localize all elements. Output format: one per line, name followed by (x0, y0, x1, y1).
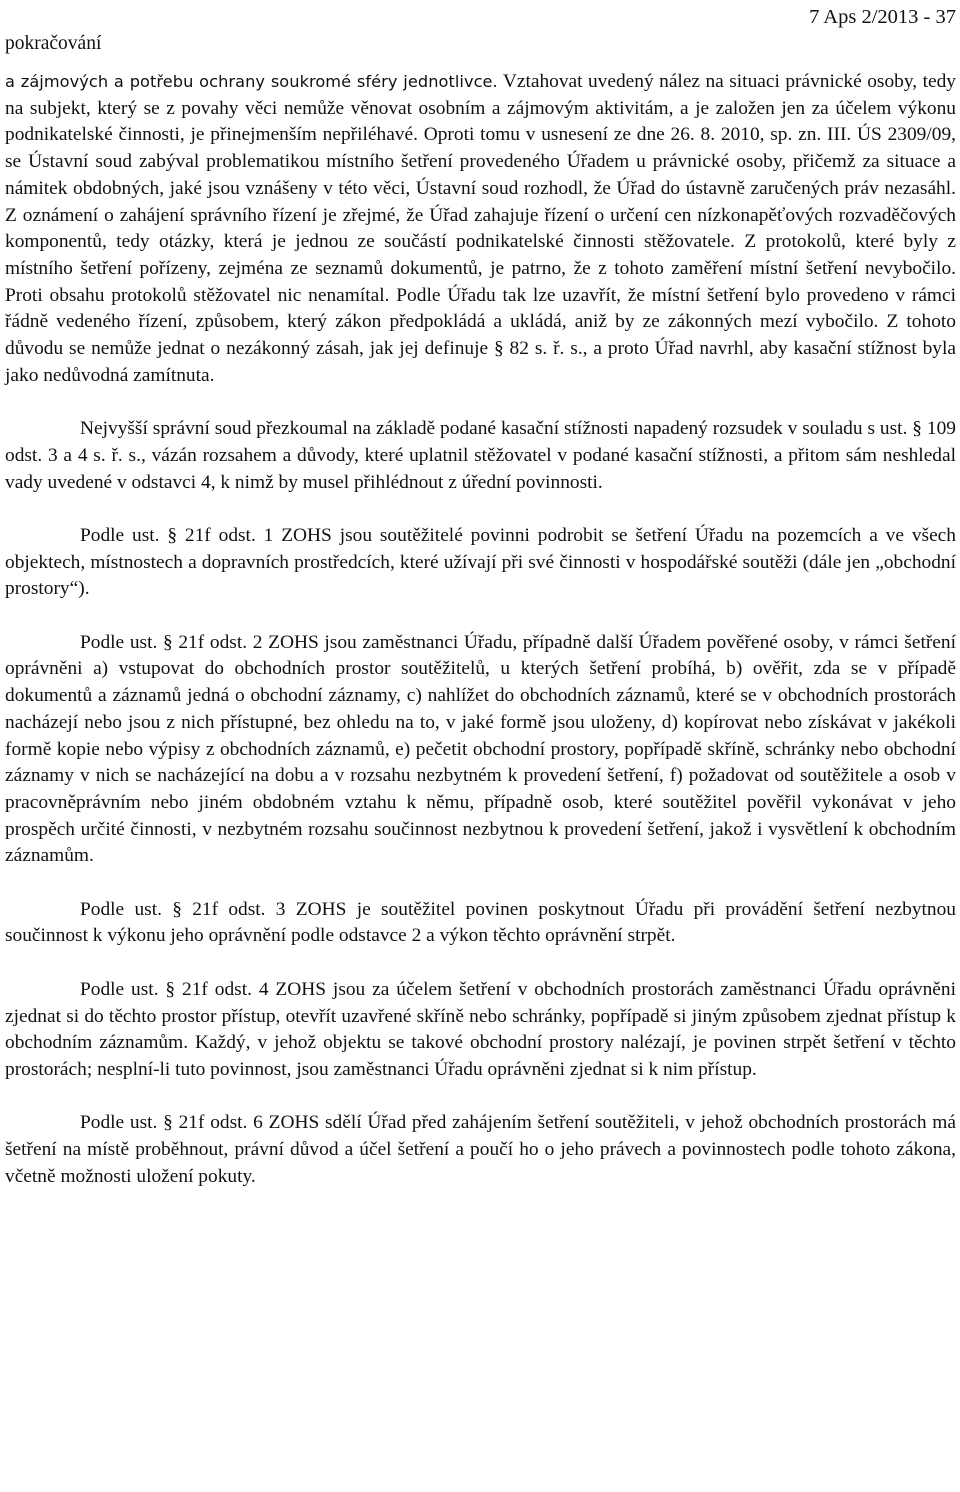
paragraph-1-sentence-4: Z oznámení o zahájení správního řízení je zřejmé, že Úřad zahajuje řízení o určení cen nízkonapěťových rozvaděčových komponentů, tedy otázky, která je jednou ze součástí podnikatelské činnosti stěžovatele. (5, 204, 956, 253)
paragraph-6: Podle ust. § 21f odst. 4 ZOHS jsou za účelem šetření v obchodních prostorách zaměstnanci Úřadu oprávněni zjednat si do těchto prostor přístup, otevřít uzavřené skříně nebo schránky, popřípadě si jiným způsobem zjednat přístup k obchodním záznamům. Každý, v jehož objektu se takové obchodní prostory nalézají, je povinen strpět šetření v těchto prostorách; nesplní-li tuto povinnost, jsou zaměstnanci Úřadu oprávněni zjednat si k nim přístup. (5, 978, 956, 1080)
paragraph-1-sentence-1: a zájmových a potřebu ochrany soukromé sféry jednotlivce. (5, 72, 498, 91)
paragraph-1-sentence-8: Z tohoto důvodu se nemůže jednat o nezákonný zásah, jak jej definuje § 82 s. ř. s., a proto Úřad navrhl, aby kasační stížnost byla jako nedůvodná zamítnuta. (5, 311, 956, 386)
file-number: 7 Aps 2/2013 - 37 (809, 6, 956, 28)
paragraph-1 (5, 69, 956, 389)
paragraph-1-sentence-5: Z protokolů, které byly z místního šetření pořízeny, zejména ze seznamů dokumentů, je patrno, že z tohoto zaměření místní šetření nevybočilo. (5, 231, 956, 279)
continuation-label: pokračování (5, 33, 102, 54)
paragraph-1-sentence-2: Vztahovat uvedený nález na situaci právnické osoby, tedy na subjekt, který se z povahy věci nemůže věnovat osobním a zájmovým aktivitám, a je založen jen za účelem výkonu podnikatelské činnosti, je přinejmenším nepřiléhavé. (5, 71, 956, 146)
paragraph-1-sentence-7: Podle Úřadu tak lze uzavřít, že místní šetření bylo provedeno v rámci řádně vedeného řízení, způsobem, který zákon předpokládá a ukládá, aniž by ze zákonných mezí vybočilo. (5, 284, 956, 333)
paragraph-7: Podle ust. § 21f odst. 6 ZOHS sdělí Úřad před zahájením šetření soutěžiteli, v jehož obchodních prostorách má šetření na místě proběhnout, právní důvod a účel šetření a poučí ho o jeho právech a povinnostech podle tohoto zákona, včetně možnosti uložení pokuty. (5, 1112, 956, 1187)
paragraph-4: Podle ust. § 21f odst. 2 ZOHS jsou zaměstnanci Úřadu, případně další Úřadem pověřené osoby, v rámci šetření oprávněni a) vstupovat do obchodních prostor soutěžitelů, u kterých šetření probíhá, b) ověřit, zda se v případě dokumentů a záznamů jedná o obchodní záznamy, c) nahlížet do obchodních záznamů, které se v obchodních prostorách nacházejí nebo jsou z nich přístupné, bez ohledu na to, v jaké formě jsou uloženy, d) kopírovat nebo získávat v jakékoli formě kopie nebo výpisy z obchodních záznamů, e) pečetit obchodní prostory, popřípadě skříně, schránky nebo obchodní záznamy v nich se nacházející na dobu a v rozsahu nezbytném k provedení šetření, f) požadovat od soutěžitele a osob v pracovněprávním nebo jiném obdobném vztahu k němu, případně osob, které soutěžitel pověřil vykonávat v jeho prospěch určité činnosti, v nezbytném rozsahu součinnost nezbytnou k provedení šetření, jakož i vysvětlení k obchodním záznamům. (5, 631, 956, 867)
document-page (5, 0, 956, 1190)
paragraph-1-sentence-3: Oproti tomu v usnesení ze dne 26. 8. 2010, sp. zn. III. ÚS 2309/09, se Ústavní soud zabýval problematikou místního šetření provedeného Úřadem u právnické osoby, přičemž za situace a námitek obdobných, jaké jsou vznášeny v této věci, Ústavní soud rozhodl, že Úřad do ústavně zaručených práv nezasáhl. (5, 124, 956, 199)
paragraph-2: Nejvyšší správní soud přezkoumal na základě podané kasační stížnosti napadený rozsudek v souladu s ust. § 109 odst. 3 a 4 s. ř. s., vázán rozsahem a důvody, které uplatnil stěžovatel v podané kasační stížnosti, a přitom sám neshledal vady uvedené v odstavci 4, k nimž by musel přihlédnout z úřední povinnosti. (5, 418, 956, 493)
page-header (5, 0, 956, 64)
paragraph-3: Podle ust. § 21f odst. 1 ZOHS jsou soutěžitelé povinni podrobit se šetření Úřadu na pozemcích a ve všech objektech, místnostech a dopravních prostředcích, které užívají při své činnosti v hospodářské soutěži (dále jen „obchodní prostory“). (5, 524, 956, 600)
paragraph-1-sentence-6: Proti obsahu protokolů stěžovatel nic nenamítal. (5, 284, 390, 306)
paragraph-5: Podle ust. § 21f odst. 3 ZOHS je soutěžitel povinen poskytnout Úřadu při provádění šetření nezbytnou součinnost k výkonu jeho oprávnění podle odstavce 2 a výkon těchto oprávnění strpět. (5, 898, 956, 947)
